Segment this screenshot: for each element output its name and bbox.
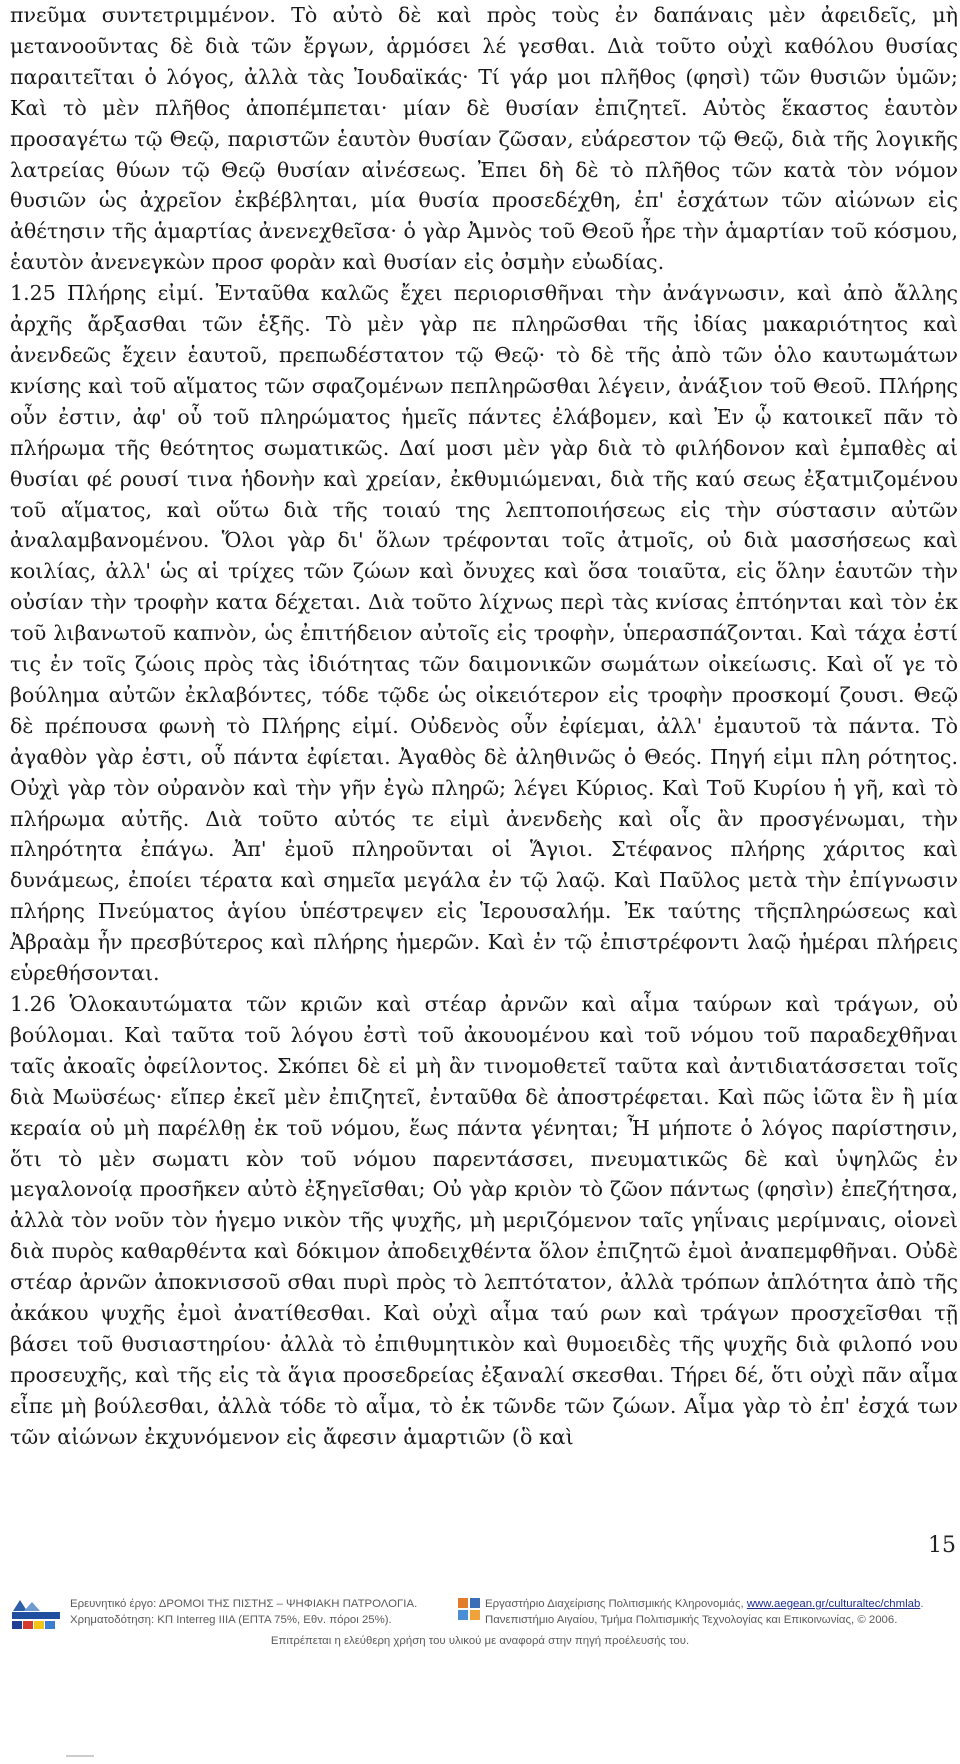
page-edge-mark	[66, 1755, 94, 1757]
lab-website-link[interactable]: www.aegean.gr/culturaltec/chmlab	[746, 1598, 921, 1610]
footer	[0, 1592, 960, 1662]
footer-lab-line-end: .	[920, 1598, 924, 1610]
paragraph: πνεῦμα συντετριμμένον. Τὸ αὐτὸ δὲ καὶ πρὸς τοὺς ἐν δαπάναις μὲν ἀφειδεῖς, μὴ μετανοοῦντας δὲ διὰ τῶν ἔργων, ἁρμόσει λέ γεσθαι. Διὰ τοῦτο οὐχὶ καθόλου θυσίας παραιτεῖται ὁ λόγος, ἀλλὰ τὰς Ἰουδαϊκάς· Τί γάρ μοι πλῆθος (φησὶ) τῶν θυσιῶν ὑμῶν; Καὶ τὸ μὲν πλῆθος ἀποπέμπεται· μίαν δὲ θυσίαν ἐπιζητεῖ. Αὐτὸς ἕκαστος ἑαυτὸν προσαγέτω τῷ Θεῷ, παριστῶν ἑαυτὸν θυσίαν ζῶσαν, εὐάρεστον τῷ Θεῷ, διὰ τῆς λογικῆς λατρείας θύων τῷ Θεῷ θυσίαν αἰνέσεως. Ἐπει δὴ δὲ τὸ πλῆθος τῶν κατὰ τὸν νόμον θυσιῶν ὡς ἀχρεῖον ἐκβέβληται, μία θυσία προσεδέχθη, ἐπ' ἐσχάτων τῶν αἰώνων εἰς ἀθέτησιν τῆς ἁμαρτίας ἀνενεχθεῖσα· ὁ γὰρ Ἀμνὸς τοῦ Θεοῦ ἦρε τὴν ἁμαρτίαν τοῦ κόσμου, ἑαυτὸν ἀνενεγκὼν προσ φορὰν καὶ θυσίαν εἰς ὀσμὴν εὐωδίας.	[10, 3, 958, 275]
footer-project-line: Ερευνητικό έργο: ΔΡΟΜΟΙ ΤΗΣ ΠΙΣΤΗΣ – ΨΗΦΙΑΚΗ ΠΑΤΡΟΛΟΓΙΑ.	[70, 1598, 418, 1610]
footer-usage-note: Επιτρέπεται η ελεύθερη χρήση του υλικού με αναφορά στην πηγή προέλευσής του.	[270, 1635, 690, 1647]
footer-funding-line: Χρηματοδότηση: ΚΠ Interreg IIIA (ΕΠΤΑ 75%, Εθν. πόροι 25%).	[70, 1614, 392, 1626]
page-number: 15	[928, 1533, 956, 1558]
chmlab-logo	[457, 1597, 481, 1623]
footer-lab-info	[485, 1596, 923, 1628]
footer-university-line: Πανεπιστήμιο Αιγαίου, Τμήμα Πολιτισμικής Τεχνολογίας και Επικοινωνίας, © 2006.	[485, 1614, 898, 1626]
footer-lab-line	[485, 1596, 923, 1612]
paragraph: 1.25 Πλήρης εἰμί. Ἐνταῦθα καλῶς ἔχει περιορισθῆναι τὴν ἀνάγνωσιν, καὶ ἀπὸ ἄλλης ἀρχῆς ἄρξασθαι τῶν ἑξῆς. Τὸ μὲν γὰρ πε πληρῶσθαι τῆς ἰδίας μακαριότητος καὶ ἀνενδεῶς ἔχειν ἑαυτοῦ, πρεπωδέστατον τῷ Θεῷ· τὸ δὲ τῆς ἀπὸ τῶν ὁλο καυτωμάτων κνίσης καὶ τοῦ αἵματος τῶν σφαζομένων πεπληρῶσθαι λέγειν, ἀνάξιον τοῦ Θεοῦ. Πλήρης οὖν ἐστιν, ἀφ' οὗ τοῦ πληρώματος ἡμεῖς πάντες ἐλάβομεν, καὶ Ἐν ᾧ κατοικεῖ πᾶν τὸ πλήρωμα τῆς θεότητος σωματικῶς. Δαί μοσι μὲν γὰρ διὰ τὸ φιλήδονον καὶ ἐμπαθὲς αἱ θυσίαι φέ ρουσί τινα ἡδονὴν καὶ χρείαν, ἐκθυμιώμεναι, διὰ τῆς καύ σεως ἐξατμιζομένου τοῦ αἵματος, καὶ οὕτω διὰ τῆς τοιαύ της λεπτοποιήσεως εἰς τὴν σύστασιν αὐτῶν ἀναλαμβανομένου. Ὅλοι γὰρ δι' ὅλων τρέφονται τοῖς ἀτμοῖς, οὐ διὰ μασσήσεως καὶ κοιλίας, ἀλλ' ὡς αἱ τρίχες τῶν ζώων καὶ ὄνυχες καὶ ὅσα τοιαῦτα, εἰς ὅλην ἑαυτῶν τὴν οὐσίαν τὴν τροφὴν κατα δέχεται. Διὰ τοῦτο λίχνως περὶ τὰς κνίσας ἐπτόηνται καὶ τὸν ἐκ τοῦ λιβανωτοῦ καπνὸν, ὡς ἐπιτήδειον αὐτοῖς εἰς τροφὴν, ὑπερασπάζονται. Καὶ τάχα ἐστί τις ἐν τοῖς ζώοις πρὸς τὰς ἰδιότητας τῶν δαιμονικῶν σωμάτων οἰκείωσις. Καὶ οἵ γε τὸ βούλημα αὐτῶν ἐκλαβόντες, τόδε τῷδε ὡς οἰκειότερον εἰς τροφὴν προσκομί ζουσι. Θεῷ δὲ πρέπουσα φωνὴ τὸ Πλήρης εἰμί. Οὐδενὸς οὖν ἐφίεμαι, ἀλλ' ἐμαυτοῦ τὰ πάντα. Τὸ ἀγαθὸν γὰρ ἐστι, οὗ πάντα ἐφίεται. Ἀγαθὸς δὲ ἀληθινῶς ὁ Θεός. Πηγή εἰμι πλη ρότητος. Οὐχὶ γὰρ τὸν οὐρανὸν καὶ τὴν γῆν ἐγὼ πληρῶ; λέγει Κύριος. Καὶ Τοῦ Κυρίου ἡ γῆ, καὶ τὸ πλήρωμα αὐτῆς. Διὰ τοῦτο αὐτός τε εἰμὶ ἀνενδεὴς καὶ οἷς ἂν προσγένωμαι, τὴν πληρότητα ἐπάγω. Ἀπ' ἐμοῦ πληροῦνται οἱ Ἅγιοι. Στέφανος πλήρης χάριτος καὶ δυνάμεως, ἐποίει τέρατα καὶ σημεῖα μεγάλα ἐν τῷ λαῷ. Καὶ Παῦλος μετὰ τὴν ἐπίγνωσιν πλήρης Πνεύματος ἁγίου ὑπέστρεψεν εἰς Ἱερουσαλήμ. Ἐκ ταύτης τῆςπληρώσεως καὶ Ἀβραὰμ ἦν πρεσβύτερος καὶ πλήρης ἡμερῶν. Καὶ ἐν τῷ ἐπιστρέφοντι λαῷ ἡμέραι πλήρεις εὑρεθήσονται.	[10, 281, 958, 986]
paragraph: 1.26 Ὁλοκαυτώματα τῶν κριῶν καὶ στέαρ ἀρνῶν καὶ αἷμα ταύρων καὶ τράγων, οὐ βούλομαι. Καὶ ταῦτα τοῦ λόγου ἐστὶ τοῦ ἀκουομένου καὶ τοῦ νόμου τοῦ παραδεχθῆναι ταῖς ἀκοαῖς ὀφείλοντος. Σκόπει δὲ εἰ μὴ ἂν τινομοθετεῖ ταῦτα καὶ ἀντιδιατάσσεται τοῖς διὰ Μωϋσέως· εἴπερ ἐκεῖ μὲν ἐπιζητεῖ, ἐνταῦθα δὲ ἀποστρέφεται. Καὶ πῶς ἰῶτα ἓν ἢ μία κεραία οὐ μὴ παρέλθῃ ἐκ τοῦ νόμου, ἕως πάντα γένηται; Ἦ μήποτε ὁ λόγος παρίστησιν, ὅτι τὸ μὲν σωματι κὸν τοῦ νόμου παρεντάσσει, πνευματικῶς δὲ καὶ ὑψηλῶς ἐν μεγαλονοίᾳ προσῆκεν αὐτὸ ἐξηγεῖσθαι; Οὐ γὰρ κριὸν τὸ ζῶον πάντως (φησὶν) ἐπεζήτησα, ἀλλὰ τὸν νοῦν τὸν ἡγεμο νικὸν τῆς ψυχῆς, μὴ μεριζόμενον ταῖς γηΐναις μερίμναις, οἱονεὶ διὰ πυρὸς καθαρθέντα καὶ δόκιμον ἀποδειχθέντα ὅλον ἐπιζητῶ ἐμοὶ ἀναπεμφθῆναι. Οὐδὲ στέαρ ἀρνῶν ἀποκνισσοῦ σθαι πυρὶ πρὸς τὸ λεπτότατον, ἀλλὰ τρόπων ἁπλότητα ἀπὸ τῆς ἀκάκου ψυχῆς ἐμοὶ ἀνατίθεσθαι. Καὶ οὐχὶ αἷμα ταύ ρων καὶ τράγων προσχεῖσθαι τῇ βάσει τοῦ θυσιαστηρίου· ἀλλὰ τὸ ἐπιθυμητικὸν καὶ θυμοειδὲς τῆς ψυχῆς διὰ φιλοπό νου προσευχῆς, καὶ τῆς εἰς τὰ ἅγια προσεδρείας ἐξαναλί σκεσθαι. Τήρει δέ, ὅτι οὐχὶ πᾶν αἷμα εἶπε μὴ βούλεσθαι, ἀλλὰ τόδε τὸ αἷμα, τὸ ἐκ τῶνδε τῶν ζώων. Αἷμα γὰρ τὸ ἐπ' ἐσχά των τῶν αἰώνων ἐκχυνόμενον εἰς ἄφεσιν ἁμαρτιῶν (ὃ καὶ	[10, 992, 958, 1449]
footer-project-info	[70, 1596, 417, 1628]
footer-lab-name: Εργαστήριο Διαχείρισης Πολιτισμικής Κληρονομιάς,	[485, 1598, 747, 1610]
document-body	[10, 0, 958, 1453]
interreg-logo	[10, 1597, 62, 1631]
